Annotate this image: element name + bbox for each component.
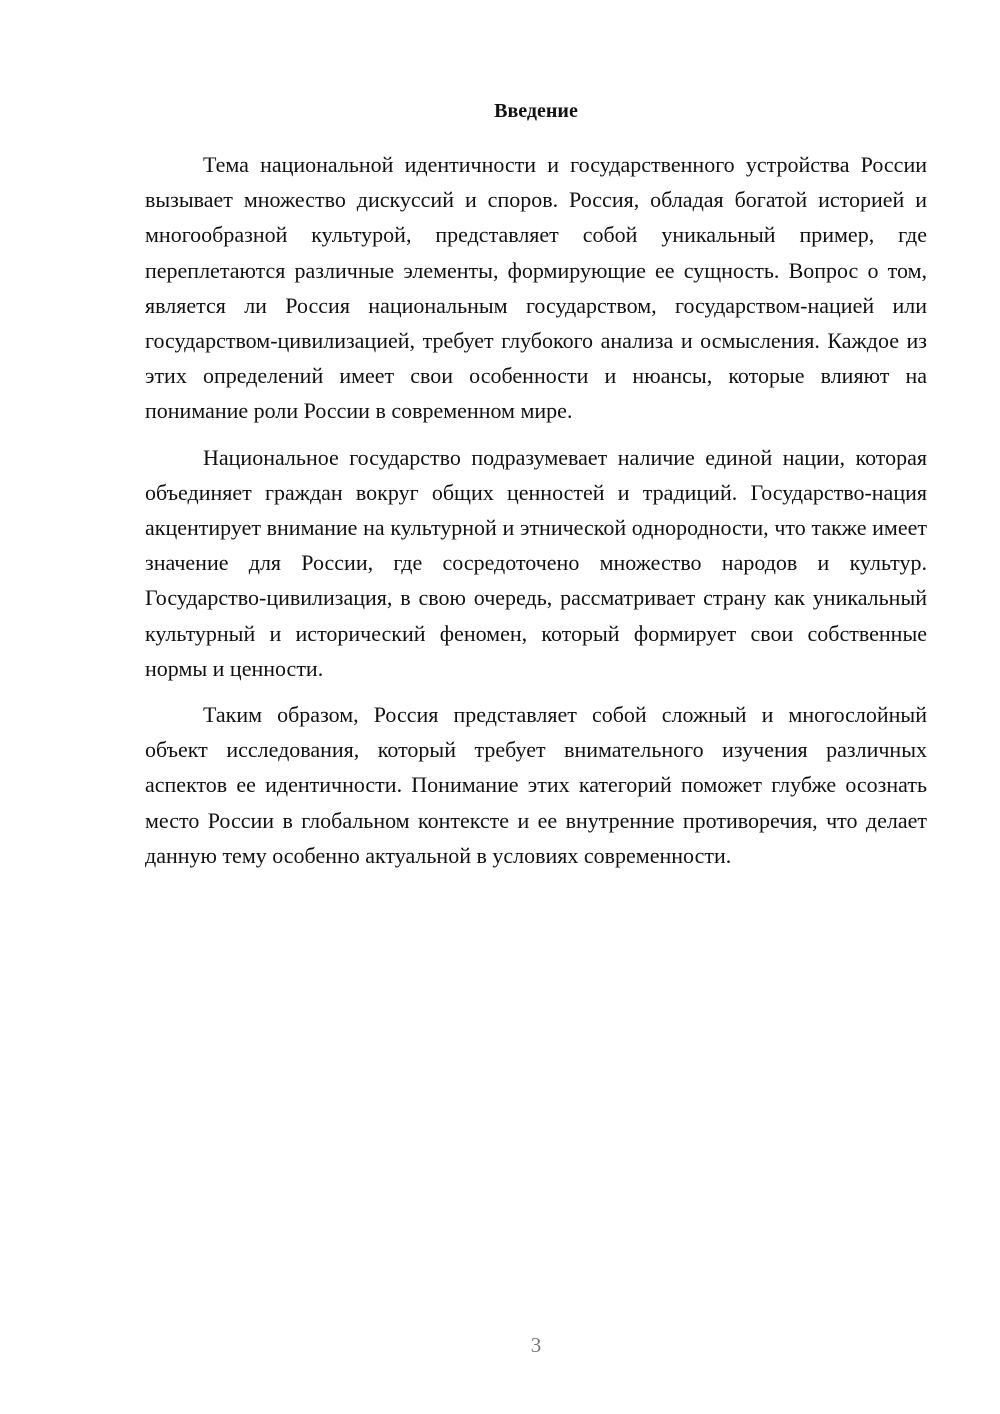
page-body <box>145 97 927 884</box>
paragraph-3: Таким образом, Россия представляет собой сложный и многослойный объект исследования, который требует внимательного изучения различных аспектов ее идентичности. Понимание этих категорий поможет глубже осознать место России в глобальном контексте и ее внутренние противоречия, что делает данную тему особенно актуальной в условиях современности. <box>145 702 927 868</box>
section-heading: Введение <box>494 100 578 122</box>
page-number: 3 <box>530 1333 542 1357</box>
paragraph-1: Тема национальной идентичности и государственного устройства России вызывает множество дискуссий и споров. Россия, обладая богатой историей и многообразной культурой, представляет собой уникальный пример, где переплетаются различные элементы, формирующие ее сущность. Вопрос о том, является ли Россия национальным государством, государством-нацией или государством-цивилизацией, требует глубокого анализа и осмысления. Каждое из этих определений имеет свои особенности и нюансы, которые влияют на понимание роли России в современном мире. <box>145 152 927 424</box>
paragraph-2: Национальное государство подразумевает наличие единой нации, которая объединяет граждан вокруг общих ценностей и традиций. Государство-нация акцентирует внимание на культурной и этнической однородности, что также имеет значение для России, где сосредоточено множество народов и культур. Государство-цивилизация, в свою очередь, рассматривает страну как уникальный культурный и исторический феномен, который формирует свои собственные нормы и ценности. <box>145 444 927 681</box>
